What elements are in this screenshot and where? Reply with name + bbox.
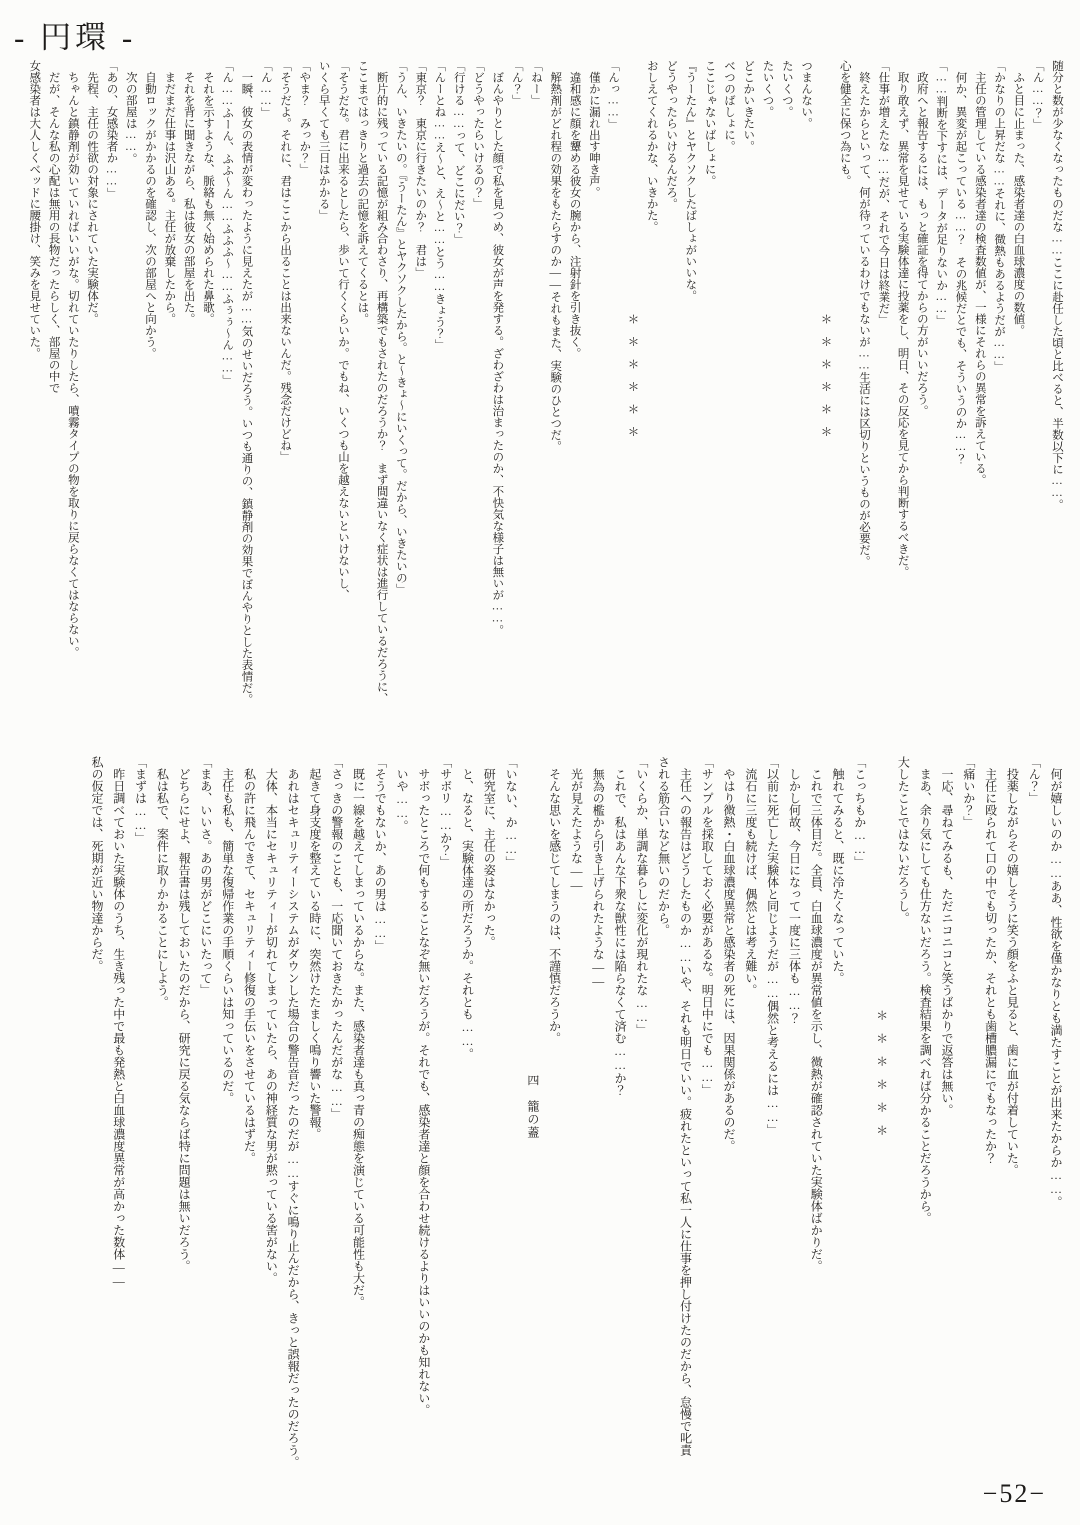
text-column: 「ん……」 xyxy=(259,60,272,119)
text-column: べつのばしょに。 xyxy=(722,60,735,152)
text-column: 取り敢えず、異常を見せている実験体達に投薬をし、明日、その反応を見てから判断するべきだ。 xyxy=(896,60,909,578)
text-column: 私は私で、案件に取りかかることにしよう。 xyxy=(155,756,170,1008)
text-column: しかし何故、今日になって一度に三体も……？ xyxy=(787,756,802,1024)
text-column: 「あの、女感染者か……」 xyxy=(105,60,118,199)
text-column: 政府へと報告するには、もっと確証を得てからの方がいいだろう。 xyxy=(915,60,928,417)
text-column: 「そうでもないか、あの男は……」 xyxy=(373,756,388,952)
text-column: 「東京？ 東京に行きたいのか？ 君は」 xyxy=(414,60,427,279)
text-column: 「ん？」 xyxy=(1027,756,1042,804)
text-column: 研究室に、主任の姿はなかった。 xyxy=(482,756,497,948)
text-column: おしえてくれるかな、いきかた。 xyxy=(645,60,658,233)
text-column: 流石に三度も続けば、偶然とは考え難い。 xyxy=(743,756,758,996)
text-column: 「かなりの上昇だな……それに、微熱もあるようだが……」 xyxy=(993,60,1006,373)
text-column: たいくつ。 xyxy=(780,60,793,118)
text-column: 「行ける……って、どこにだい？」 xyxy=(452,60,465,245)
text-column: 「やま？ みっか？」 xyxy=(298,60,311,175)
text-column: 触れてみると、既に冷たくなっていた。 xyxy=(831,756,846,984)
text-column: 昨日調べておいた実験体のうち、生き残った中で最も発熱と白血球濃度異常が高かった数体―― xyxy=(111,756,126,1288)
text-column: 「サンプルを採取しておく必要があるな。明日中にでも……」 xyxy=(700,756,715,1096)
text-column: 無為の檻から引き上げられたような―― xyxy=(591,756,606,988)
text-column: 既に一線を越えてしまっているからな。また、感染者達も真っ青の痴態を演じている可能性も大だ。 xyxy=(351,756,366,1308)
text-column: ここまではっきりと過去の記憶を訴えてくるとは。 xyxy=(356,60,369,325)
text-column: まあ、余り気にしても仕方ないだろう。検査結果を調べれば分かることだろうから。 xyxy=(918,756,933,1224)
chapter-heading: 四 籠の蓋 xyxy=(525,1074,540,1139)
text-column: それを示すような、脈絡も無く始められた鼻歌。 xyxy=(201,60,214,325)
text-column: つまんない。 xyxy=(800,60,813,129)
text-column: これで三体目だ。全員、白血球濃度が異常値を示し、微熱が確認されていた実験体ばかりだ。 xyxy=(809,756,824,1272)
text-column: 一応、尋ねてみるも、ただニコニコと笑うばかりで返答は無い。 xyxy=(940,756,955,1116)
text-column: サボったところで何もすることなぞ無いだろうが。それでも、感染者達と顔を合わせ続けるよりはいいのかも知れない。 xyxy=(416,756,431,1416)
text-column: これで、私はあんな下衆な獣性には陥らなくて済む……か？ xyxy=(613,756,628,1096)
text-column: 「そうだよ。それに、君はここから出ることは出来ないんだ。残念だけどね」 xyxy=(279,60,292,463)
text-column: 一瞬、彼女の表情が変わったように見えたが……気のせいだろう。いつも通りの、鎮静剤の効果でぼんやりとした表情だ。 xyxy=(240,60,253,705)
text-column: 主任の管理している感染者達の検査数値が、一様にそれらの異常を訴えている。 xyxy=(973,60,986,486)
text-band-top xyxy=(12,60,1066,742)
text-column: 私の仮定では、死期が近い物達からだ。 xyxy=(89,756,104,972)
text-column: 「んーとね……え〜と、え〜と……とう……きょう？」 xyxy=(433,60,446,351)
text-column: 「ん……？」 xyxy=(1031,60,1044,130)
text-column: 自動ロックがかかるのを確認し、次の部屋へと向かう。 xyxy=(144,60,157,359)
text-column: どこかいきたい。 xyxy=(742,60,755,152)
text-column: 「……判断を下すには、データが足りないか……」 xyxy=(935,60,948,327)
text-column: 「痛いか？」 xyxy=(961,756,976,828)
text-column: それを背に聞きながら、私は彼女の部屋を出た。 xyxy=(182,60,195,325)
text-column: 「さっきの警報のことも、一応聞いておきたかったんだがな……」 xyxy=(329,756,344,1120)
text-column: 心を健全に保つ為にも。 xyxy=(838,60,851,187)
text-column: 起きて身支度を整えている時に、突然けたたましく鳴り響いた警報。 xyxy=(307,756,322,1140)
text-column: 「まずは……」 xyxy=(133,756,148,844)
text-column: 「ん？」 xyxy=(510,60,523,106)
text-column: 「うん、いきたいの。『うーたん』とヤクソクしたから。と〜きょ〜にいくって。だから、いきたいの」 xyxy=(394,60,407,595)
text-column: 投薬しながらその嬉しそうに笑う顔をふと見ると、歯に血が付着していた。 xyxy=(1005,756,1020,1176)
text-column: どちらにせよ、報告書は残しておいたのだから、研究に戻る気ならば特に問題は無いだろう。 xyxy=(177,756,192,1272)
scene-divider: ＊＊＊＊＊＊ xyxy=(874,1009,889,1147)
text-column: いくら早くても三日はかかる」 xyxy=(317,60,330,221)
text-column: 僅かに漏れ出す呻き声。 xyxy=(587,60,600,198)
scene-divider: ＊＊＊＊＊＊ xyxy=(819,313,832,448)
text-column: 主任に殴られて口の中でも切ったか、それとも歯槽膿漏にでもなったか？ xyxy=(983,756,998,1164)
text-band-bottom xyxy=(12,756,1066,1468)
text-column: される筋合いなど無いのだから。 xyxy=(656,756,671,936)
text-column: いや……。 xyxy=(395,756,410,832)
text-column: 「まあ、いいさ。あの男がどこにいたって」 xyxy=(198,756,213,996)
text-column: まだまだ仕事は沢山ある。主任が放棄したから。 xyxy=(163,60,176,325)
text-column: 断片的に残っている記憶が組み合わさり、再構築でもされたのだろうか？ まず間違いなく症状は進行しているだろうに、 xyxy=(375,60,388,704)
text-column: 「どうやったらいけるの？」 xyxy=(472,60,485,210)
text-column: 光が見えたような―― xyxy=(569,756,584,892)
text-column: 「仕事が増えたな……だが、それで今日は終業だ」 xyxy=(877,60,890,326)
text-column: 「以前に死亡した実験体と同じようだが……偶然と考えるには……」 xyxy=(765,756,780,1136)
text-column: 次の部屋は……。 xyxy=(124,60,137,165)
text-column: 『うーたん』とヤクソクしたばしょがいいな。 xyxy=(684,60,697,302)
scene-divider: ＊＊＊＊＊＊ xyxy=(626,313,639,448)
text-column: 先程、主任の性欲の対象にされていた実験体だ。 xyxy=(86,60,99,325)
text-column: 「サボリ……か？」 xyxy=(438,756,453,868)
text-column: どうやったらいけるんだろ。 xyxy=(665,60,678,210)
text-column: ふと目に止まった、感染者達の白血球濃度の数値。 xyxy=(1012,60,1025,336)
text-column: やはり微熱・白血球濃度異常と感染者の死には、因果関係があるのだ。 xyxy=(722,756,737,1152)
text-column: 随分と数が少なくなったものだな……ここに赴任した頃と比べると、半数以下に……。 xyxy=(1051,60,1063,511)
text-column: あれはセキュリティーシステムがダウンした場合の警告音だったのだが……すぐに鳴り止んだから、きっと誤報だったのだろう。 xyxy=(286,756,301,1468)
text-column: 「いない、か……」 xyxy=(504,756,519,868)
text-column: 「ん……ふーん、ふふ〜ん……ふふふ〜……ふぅぅ〜ん……」 xyxy=(221,60,234,386)
text-column: 大体、本当にセキュリティーが切れてしまっていたら、あの神経質な男が黙っている筈がない。 xyxy=(264,756,279,1284)
text-column: 大したことではないだろうし。 xyxy=(896,756,911,924)
text-column: ぼんやりとした顔で私を見つめ、彼女が声を発する。ざわざわは治まったのか、不快気な様子は無いが……。 xyxy=(491,60,504,636)
page-header-title: - 円環 - xyxy=(14,20,137,55)
text-column: 「んっ……」 xyxy=(607,60,620,130)
text-column: 女感染者は大人しくベッドに腰掛け、笑みを見せていた。 xyxy=(28,60,41,359)
text-column: 何か、異変が起こっている……？ その兆候だとでも、そういうのか……？ xyxy=(954,60,967,465)
page-number: −52− xyxy=(982,1479,1046,1508)
text-column: 主任への報告はどうしたものか……いや、それも明日でいい。疲れたといって私一人に仕事を押し付けたのだから、怠慢で叱責 xyxy=(678,756,693,1456)
text-column: 解熱剤がどれ程の効果をもたらすのか――それもまた、実験のひとつだ。 xyxy=(549,60,562,452)
text-column: 「ねー」 xyxy=(529,60,542,106)
text-column: ちゃんと鎮静剤が効いていればいいがな。切れていたりしたら、噴霧タイプの物を取りに戻らなくてはならない。 xyxy=(66,60,79,658)
text-column: 私の許に飛んできて、セキュリティー修復の手伝いをさせているはずだ。 xyxy=(242,756,257,1164)
text-column: たいくつ。 xyxy=(761,60,774,118)
text-column: と、なると、実験体達の所だろうか。それとも……。 xyxy=(460,756,475,1060)
text-column: そんな思いを感じてしまうのは、不謹慎だろうか。 xyxy=(547,756,562,1044)
text-column: 「こっちもか……」 xyxy=(852,756,867,868)
text-column: だが、そんな私の心配は無用の長物だったらしく、部屋の中で xyxy=(47,60,60,394)
text-column: 終えたからといって、何が待っているわけでもないが……生活には区切りというものが必要だ。 xyxy=(858,60,871,567)
text-column: 違和感に顔を顰める彼女の腕から、注射針を引き抜く。 xyxy=(568,60,581,359)
text-column: ここじゃないばしょに。 xyxy=(703,60,716,187)
text-column: 「いくらか、単調な暮らしに変化が現れたな……」 xyxy=(634,756,649,1036)
text-column: 主任も私も、簡単な復帰作業の手順くらいは知っているのだ。 xyxy=(220,756,235,1104)
text-column: 「そうだな。君に出来るとしたら、歩いて行くくらいか。でもね、いくつも山を越えないといけないし、 xyxy=(337,60,350,601)
text-column: 何が嬉しいのか……ああ、性欲を僅かなりとも満たすことが出来たからか……。 xyxy=(1049,756,1063,1208)
